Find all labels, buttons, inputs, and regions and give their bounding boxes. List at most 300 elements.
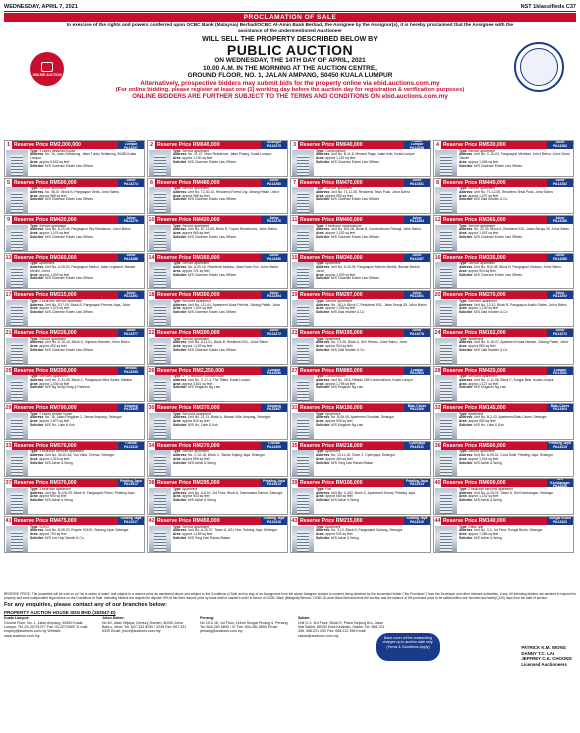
card-header (291, 329, 430, 337)
location-ref: Johor PA13275 (118, 216, 144, 224)
card-details: Type: Serviced apartment Address: Unit No. L11-04, Apartment Nusa Perintis, Gelang Patah, Johor Area: approx 1,004 sq feet Solicitor: M/S Clarence Edwin Law Offices (173, 299, 281, 315)
property-photo (6, 488, 28, 515)
address-label: Address (30, 415, 44, 420)
card-details: Type: Apartment Address: No. 3-10, Block B, Pangsapuri Subang, Selangor Area: approx 925 sq feet Solicitor: M/S Azhar & Wong (316, 525, 403, 540)
location-ref: Johor PA13290 (261, 254, 287, 262)
type-label: Type (173, 525, 181, 529)
property-type: Service apartment (182, 224, 210, 228)
type-label: Type (173, 261, 181, 266)
property-photo (149, 413, 171, 440)
property-area: approx 1,004 sq feet (182, 306, 213, 311)
reserve-price: Reserve Price RM315,000 (14, 292, 77, 299)
property-type: Service apartment (39, 337, 67, 341)
solicitor-label: Solicitor (316, 276, 330, 281)
area-label: Area (173, 419, 181, 424)
card-details: Type: Service apartment Address: Unit No. D-16-15, Block D, Impiana Seaview, Johor Bahru Area: approx 452 sq feet Solicitor: M/S Clarence Edwin Law Offices (30, 337, 130, 352)
card-details: Type: 3 storey detached house Address: No. 16, Jalan Setiabong, Jalan Tunku Setiabong, 50480 Kuala Lumpur Area: approx 8,942 sq feet Solicitor: M/S Clarence Edwin Law Offices (30, 149, 136, 168)
card-number: 39 (291, 480, 298, 487)
card-details: Type: SOHO Address: Unit No. B-08-20, Empire SOHO, Subang Jaya, Selangor Area: approx 753 sq feet Solicitor: M/S Lee Hup Sakdin & Co (30, 525, 129, 540)
location-ref: Johor PA13274 (118, 179, 144, 187)
property-photo (6, 338, 28, 365)
branch-sabah (298, 616, 388, 637)
property-solicitor: M/S Azhar & Wong (188, 498, 216, 503)
type-label: Type (173, 186, 181, 191)
property-area: approx 484 sq feet (325, 456, 353, 461)
card-details: Type: Serviced apartment Address: Unit No. 21-11, Block A, Mewah Villa, Ampang, Selangor Area: approx 840 sq feet Solicitor: M/S Ho, Loke & Koh (173, 412, 271, 428)
card-details: Type: Service apartment Address: Unit No. T2-30-10, Residensi Forest City, Gelang Patah, Johor Area: approx 968 sq feet Solicitor: M/S Clarence Edwin Law Offices (173, 186, 280, 202)
property-card (433, 178, 574, 215)
property-area: approx 721 sq feet (182, 268, 210, 273)
property-area: approx 1,097 sq feet (468, 231, 499, 236)
card-body (5, 525, 144, 553)
property-card (4, 178, 145, 215)
property-address: Unit No. R17-09, Block B, Pangsapuri Permas Jaya, Johor (45, 302, 131, 307)
property-solicitor: M/S Clarence Edwin Law Offices (474, 235, 522, 240)
property-area: approx 990 sq feet (39, 494, 67, 499)
card-body (5, 450, 144, 478)
card-details: Type: Apartment Address: Unit No. D-15-07, Apartment Nusa Idaman, Gelang Patah, Johor Area: approx 850 sq feet Solicitor: M/S Zaid Ibrahim & Co (459, 337, 569, 352)
property-solicitor: M/S Kingdom Ng Law (188, 385, 220, 390)
card-body (5, 487, 144, 515)
card-details: Type: Service apartment Address: No. C-02-18, Block C, Taman Kajang Jaya, Selangor Area: approx 898 sq feet Solicitor: M/S Azhar & Wong (173, 449, 265, 465)
area-label: Area (459, 381, 467, 386)
card-number: 25 (5, 367, 12, 374)
property-photo (6, 300, 28, 327)
property-address: Unit No. 801-08, Block B, Condominium Pelangi, Johor Bahru (331, 227, 422, 232)
area-label: Area (30, 344, 38, 349)
solicitor-label: Solicitor (30, 347, 44, 352)
card-number: 10 (148, 217, 155, 224)
masthead-date: WEDNESDAY, APRIL 7, 2021 (4, 4, 78, 10)
property-type: Service apartment (468, 449, 496, 454)
property-area: approx 1,109 sq feet (182, 344, 213, 349)
property-card (290, 441, 431, 478)
location-ref: Ampang PA13307 (261, 404, 287, 412)
address-label: Address (30, 528, 44, 533)
card-header (5, 254, 144, 262)
solicitor-label: Solicitor (459, 197, 473, 202)
property-card (433, 516, 574, 553)
solicitor-label: Solicitor (30, 276, 44, 281)
property-photo (292, 413, 314, 440)
card-body (434, 487, 573, 515)
address-label: Address (173, 189, 187, 194)
property-address: Unit No. T1-11-08, Residensi Teluk Pulai, Johor Bahru (331, 189, 410, 194)
card-number: 6 (149, 179, 154, 186)
area-label: Area (30, 532, 38, 537)
address-label: Address (30, 490, 44, 495)
location-ref: Petaling Jaya PA13314 (404, 479, 430, 487)
solicitor-label: Solicitor (173, 310, 187, 315)
card-body (148, 262, 287, 290)
area-label: Area (316, 344, 324, 349)
card-number: 43 (291, 518, 298, 524)
type-label: Type (459, 449, 467, 454)
area-label: Area (316, 456, 324, 461)
location-ref: Batu Caves PA13304 (547, 404, 573, 412)
card-header (434, 216, 573, 224)
address-label: Address (173, 490, 187, 495)
card-body (434, 262, 573, 290)
branch-johor-title: Johor Bahru: (102, 616, 125, 621)
reserve-price: Reserve Price RM190,000 (300, 405, 363, 412)
address-label: Address (30, 152, 44, 157)
property-address: Unit No. B-11-8, Menara Tiaga, Jalan Imbi, Kuala Lumpur (331, 152, 415, 157)
public-auction-title: PUBLIC AUCTION (226, 42, 354, 58)
address-label: Address (316, 265, 330, 270)
address-label: Address (173, 340, 187, 345)
area-label: Area (173, 306, 181, 311)
reserve-price: Reserve Price RM350,000 (157, 254, 220, 261)
card-body (148, 187, 287, 215)
address-label: Address (459, 490, 473, 495)
property-address: No. C2-06, Block A, Seri Tebrau, Johor Bahru, Johor (331, 340, 408, 345)
address-label: Address (459, 377, 473, 382)
card-body (291, 337, 430, 365)
area-label: Area (459, 268, 467, 273)
online-bidding-note: Alternatively, prospective bidders may submit bids for the property online via ebid.auctions.com.my (140, 79, 440, 87)
card-number: 33 (5, 442, 12, 449)
branch-kl-details: Ground Floor, No. 1, Jalan Ampang, 50450 Kuala Lumpur. Tel: 03-20721077 Fax: 03-20729897 E-mail: enquiry@auctions.com.my Website: www.auctions.com.my (4, 620, 89, 638)
property-address: Unit No. B10-08, Block B, Pangsapuri Dedaun, Johor Bahru (474, 265, 562, 270)
solicitor-label: Solicitor (173, 535, 187, 540)
card-number: 20 (434, 292, 441, 299)
reserve-price: Reserve Price RM350,000 (14, 367, 77, 374)
card-header (5, 367, 144, 375)
property-type: Apartment (325, 337, 341, 341)
reserve-price: Reserve Price RM370,000 (14, 480, 77, 487)
card-number: 17 (5, 292, 12, 299)
address-label: Address (316, 189, 330, 194)
location-ref: Johor PA13292 (547, 291, 573, 299)
card-details: Type: Service apartment Address: Unit No. 8-11-01, Block B, Residensi KSL, Johor Bahru Area: approx 1,109 sq feet Solicitor: M/S Clarence Edwin Law Offices (173, 337, 269, 352)
property-address: Unit No. C-17-1, The Tiffani, Kuala Lumpur (188, 377, 251, 382)
area-label: Area (173, 456, 181, 461)
card-header (5, 404, 144, 412)
property-address: Unit No. 35-20-3A, You Vista, Cheras, Selangor (45, 453, 115, 458)
reserve-price: Reserve Price RM297,000 (300, 292, 363, 299)
solicitor-label: Solicitor (173, 197, 187, 202)
solicitor-label: Solicitor (316, 235, 330, 240)
address-label: Address (459, 152, 473, 157)
auctioneers (521, 645, 572, 667)
property-card (4, 478, 145, 515)
property-card (147, 478, 288, 515)
card-body (5, 187, 144, 215)
property-area: approx 950 sq feet (325, 193, 353, 198)
property-solicitor: M/S Azhar & Wong (331, 535, 359, 540)
card-header (434, 367, 573, 375)
address-label: Address (459, 528, 473, 533)
property-solicitor: M/S Zaid Ibrahim & Co (474, 197, 508, 202)
property-card (433, 366, 574, 403)
card-body (291, 450, 430, 478)
reserve-price: Reserve Price RM400,000 (300, 217, 363, 224)
property-photo (435, 300, 457, 327)
address-label: Address (173, 528, 187, 533)
card-number: 5 (6, 179, 11, 186)
property-type: Service apartment (182, 261, 210, 266)
property-solicitor: M/S Kingdom Ng Law (474, 385, 506, 390)
card-details: Type: Service apartment Address: Unit No. C-15-03, Pangsapuri Meridian, Johor Bahru, Johor Darul Takzim Area: approx 1,066 sq feet Solicitor: M/S Clarence Edwin Law Offices (459, 149, 570, 168)
card-number: 18 (148, 292, 155, 299)
registration-note: (For online bidding, please register at least one (1) working day before the auction day for registration & verification purposes) (115, 86, 465, 93)
card-number: 38 (148, 480, 155, 487)
property-address: Unit No. A-32-05, Pangsapuri Meridin Medini, Bandar Medini, Johor (316, 265, 421, 273)
property-address: Unit No. C-15-03, Pangsapuri Meridian, Johor Bahru, Johor Darul Takzim (459, 152, 570, 161)
area-label: Area (30, 272, 38, 277)
auctioneer-2: DANNY T.C. LAI (521, 650, 555, 656)
solicitor-label: Solicitor (173, 159, 187, 164)
type-label: Type (459, 337, 467, 341)
solicitor-label: Solicitor (30, 498, 44, 503)
property-card (290, 253, 431, 290)
property-photo (149, 526, 171, 553)
property-area: approx 1,366 sq feet (468, 532, 499, 537)
location-ref: Subang Jaya PA13317 (118, 517, 144, 525)
card-header (434, 479, 573, 487)
area-label: Area (316, 306, 324, 311)
property-photo (435, 262, 457, 289)
card-details: Type: Service apartment Address: Unit No. T1-11-08, Residensi Teluk Pulai, Johor Bahru Area: approx 950 sq feet Solicitor: M/S Clarence Edwin Law Offices (316, 186, 410, 202)
property-type: Condominium (325, 149, 346, 153)
reserve-price: Reserve Price RM162,000 (443, 330, 506, 336)
property-address: No. 21-07, Marc Residence, Jalan Pinang, Kuala Lumpur (188, 152, 272, 157)
property-photo (435, 225, 457, 252)
card-number: 42 (148, 518, 155, 524)
address-label: Address (316, 340, 330, 345)
property-type: Apartment (468, 337, 484, 341)
property-address: No. 18, Jalan Pinggiran 2, Taman Ampang, Selangor (45, 415, 122, 420)
property-card (147, 290, 288, 327)
branch-sabah-details: Unit G-3, 3rd Floor, Block E, Plaza Tanjung Aru, Jalan Mat Salleh, 88150 Kota Kinabalu, Sabah. Tel: 088-221 396, 088-221 252 Fax: 088-212 396 Email: sabah@auctions.com.my (298, 620, 385, 638)
area-label: Area (30, 306, 38, 311)
address-label: Address (173, 265, 187, 270)
type-label: Type (459, 525, 467, 529)
type-label: Type (173, 487, 181, 491)
property-card (4, 140, 145, 177)
card-body (434, 412, 573, 440)
area-label: Area (173, 494, 181, 499)
property-address: Unit No. B-2-03, Apartment Batu Caves, Selangor (474, 415, 547, 420)
card-number: 9 (6, 217, 11, 224)
solicitor-label: Solicitor (459, 498, 473, 503)
reserve-price: Reserve Price RM270,000 (157, 442, 220, 449)
card-details: Type: Apartment Address: No. 13-11-18, Tower 2, Cyberjaya, Selangor Area: approx 484 sq feet Solicitor: M/S Yong Dan Rakan-Rakan (316, 449, 396, 465)
solicitor-label: Solicitor (316, 347, 330, 352)
card-header (5, 442, 144, 450)
property-solicitor: M/S Yong Dan Rakan-Rakan (331, 460, 374, 465)
property-photo (435, 338, 457, 365)
card-number: 31 (291, 405, 298, 412)
card-details: Type: Apartment Address: No. B-06-05, Apartment Gombak, Selangor Area: approx 909 sq feet Solicitor: M/S Kingdom Ng Law (316, 412, 395, 428)
location-ref: Kuala Lumpur PA13298 (404, 141, 430, 149)
property-photo (292, 187, 314, 214)
solicitor-label: Solicitor (459, 423, 473, 428)
card-header (434, 254, 573, 262)
property-type: Serviced apartment (182, 412, 211, 416)
property-area: approx 850 sq feet (468, 344, 496, 349)
property-area: approx 903 sq feet (182, 494, 210, 499)
property-card (290, 328, 431, 365)
solicitor-label: Solicitor (459, 385, 473, 390)
solicitor-label: Solicitor (30, 235, 44, 240)
property-type: Condominium (325, 374, 346, 379)
reserve-price: Reserve Price RM218,000 (300, 442, 363, 449)
solicitor-label: Solicitor (316, 535, 330, 540)
card-body (148, 299, 287, 327)
card-body (148, 149, 287, 177)
solicitor-label: Solicitor (459, 272, 473, 277)
card-number: 3 (292, 142, 297, 148)
location-ref: Johor PA13280 (261, 179, 287, 187)
reserve-price: Reserve Price RM300,000 (157, 292, 220, 299)
location-ref: Selangor PA13279 (261, 141, 287, 149)
property-area: approx 1,127 sq feet (468, 381, 499, 386)
card-body (291, 525, 430, 553)
area-label: Area (316, 532, 324, 537)
card-number: 28 (434, 367, 441, 374)
area-label: Area (459, 306, 467, 311)
type-label: Type (30, 374, 38, 379)
location-ref: Petaling Jaya PA13315 (547, 442, 573, 450)
property-area: approx 1,207 sq feet (468, 193, 499, 198)
card-number: 44 (434, 518, 441, 524)
property-solicitor: M/S Clarence Edwin Law Offices (188, 159, 236, 164)
property-type: 3 bedroom apartment (39, 487, 71, 491)
property-photo (292, 150, 314, 177)
property-area: approx 850 sq feet (468, 419, 496, 424)
property-solicitor: M/S Clarence Edwin Law Offices (45, 310, 93, 315)
property-solicitor: M/S Zaid Ibrahim & Co (474, 347, 508, 352)
reserve-price: Reserve Price RM600,000 (443, 480, 506, 487)
solicitor-label: Solicitor (459, 163, 473, 168)
property-solicitor: M/S Azhar & Wong (474, 460, 502, 465)
type-label: Type (30, 449, 38, 454)
area-label: Area (459, 344, 467, 349)
property-solicitor: M/S Clarence Edwin Law Offices (188, 235, 236, 240)
property-area: approx 988 sq feet (39, 193, 67, 198)
card-number: 30 (148, 405, 155, 412)
property-solicitor: M/S Clarence Edwin Law Offices (45, 276, 93, 281)
card-number: 13 (5, 254, 12, 261)
property-solicitor: M/S Clarence Edwin Law Offices (188, 310, 236, 315)
card-header (148, 179, 287, 187)
address-label: Address (173, 227, 187, 232)
card-body (148, 337, 287, 365)
card-body (148, 487, 287, 515)
property-solicitor: M/S Azhar & Wong (188, 460, 216, 465)
property-address: Unit No. 21-11, Block A, Mewah Villa, Ampang, Selangor (188, 415, 271, 420)
address-label: Address (316, 302, 330, 307)
property-photo (292, 450, 314, 477)
area-label: Area (459, 532, 467, 537)
reserve-price: Reserve Price RM140,000 (443, 518, 506, 524)
card-details: Type: Condominium Address: Unit No. B-11-8, Menara Tiaga, Jalan Imbi, Kuala Lumpur Area: approx 1,292 sq feet Solicitor: M/S Clarence Edwin Law Offices (316, 149, 415, 164)
property-card (4, 516, 145, 553)
address-label: Address (459, 340, 473, 345)
address-label: Address (459, 189, 473, 194)
card-header (5, 179, 144, 187)
property-area: approx 1,292 sq feet (325, 231, 356, 236)
property-type: Service apartment (468, 186, 496, 191)
location-ref: Johor PA13301 (404, 291, 430, 299)
card-number: 11 (291, 217, 298, 224)
property-area: approx 650 sq feet (325, 494, 353, 499)
property-area: approx 969 sq feet (182, 231, 210, 236)
branch-penang-title: Penang: (200, 616, 215, 621)
online-auction-badge (30, 52, 64, 86)
card-number: 23 (291, 330, 298, 336)
branch-penang-details: No 15 & 16, 1st Floor, Lebuh Sungai Pinang 5, Penang. Tel: 604-282 6800 / 37 Fax: 604-282 6550 Email: penang@auctions.com.my (200, 620, 289, 634)
card-header (5, 291, 144, 299)
type-label: Type (316, 299, 324, 303)
property-solicitor: M/S Clarence Edwin Law Offices (474, 272, 522, 277)
address-label: Address (316, 490, 330, 495)
solicitor-label: Solicitor (459, 347, 473, 352)
area-label: Area (459, 159, 467, 164)
type-label: Type (459, 149, 467, 153)
property-card (4, 366, 145, 403)
card-details: Type: Apartment Address: No. C2-06, Block A, Seri Tebrau, Johor Bahru, Johor Area: approx 904 sq feet Solicitor: M/S Zaid Ibrahim & Co (316, 337, 408, 352)
property-area: approx 1,292 sq feet (325, 156, 356, 161)
reserve-price-notice: RESERVE PRICE: The properties will be sold on an "as is where is basis" and subject to a reserve price as mentioned above and subject to the Conditions of Sale and by way of an Assignment from the above Assignee subject to consent being obtained by the successful bidder ("the Purchaser") from the Developer and other relevant authorities, if any. All intending bidders are advised to inspect the property and seek independent legal advice on the Conditions of Sale. Intending bidders are required to deposit 10% of the fixed reserve price by bank draft or cashier's order in favour of OCBC Bank (Malaysia) Berhad / OCBC Al-Amin Bank Berhad before the auction and the balance of the purchase price to be settled within one hundred and twenty (120) days from the date of auction. (4, 592, 576, 600)
card-body (434, 149, 573, 177)
property-card (433, 441, 574, 478)
address-label: Address (173, 152, 187, 157)
property-area: approx 8,942 sq feet (39, 159, 70, 164)
card-header (5, 329, 144, 337)
will-sell-line: WILL SELL THE PROPERTY DESCRIBED BELOW BY (202, 36, 378, 43)
address-label: Address (316, 415, 330, 420)
property-solicitor: M/S Zaid Ibrahim & Co (474, 310, 508, 315)
property-area: approx 452 sq feet (39, 344, 67, 349)
property-photo (149, 488, 171, 515)
reserve-price: Reserve Price RM195,000 (300, 330, 363, 336)
card-body (434, 187, 573, 215)
property-address: Unit No. D-16-15, Block D, Impiana Seaview, Johor Bahru (45, 340, 130, 345)
type-label: Type (173, 299, 181, 303)
property-type: Service apartment (468, 149, 496, 153)
property-type: Service apartment (182, 449, 210, 454)
property-address: Unit No. B-08-20, Empire SOHO, Subang Jaya, Selangor (45, 528, 129, 533)
property-address: Unit No. 3-3, 1st Floor, Sungai Buloh, Selangor (474, 528, 543, 533)
property-card (147, 516, 288, 553)
property-card (433, 403, 574, 440)
auction-date: ON WEDNESDAY, THE 14TH DAY OF APRIL, 2021 (214, 57, 366, 64)
property-area: approx 753 sq feet (39, 532, 67, 537)
property-card (4, 215, 145, 252)
location-ref: Johor PA13294 (261, 291, 287, 299)
property-type: Apartment (325, 449, 341, 454)
card-body (148, 525, 287, 553)
reserve-price: Reserve Price RM295,000 (157, 480, 220, 487)
property-solicitor: M/S Kingdom Ng Law (331, 423, 363, 428)
solicitor-label: Solicitor (173, 272, 187, 277)
type-label: Type (316, 149, 324, 153)
reserve-price: Reserve Price RM226,000 (14, 330, 77, 336)
solicitor-label: Solicitor (316, 197, 330, 202)
solicitor-label: Solicitor (459, 460, 473, 465)
property-photo (6, 262, 28, 289)
type-label: Type (30, 525, 38, 529)
property-solicitor: M/S Clarence Edwin Law Offices (45, 347, 93, 352)
type-label: Type (173, 224, 181, 228)
location-ref: Johor PA13283 (547, 141, 573, 149)
property-card (147, 215, 288, 252)
card-details: Type: Service apartment Address: No. A-09-15, Residensi Mutiara, Jalan Dato Onn, Johor Bahru Area: approx 721 sq feet Solicitor: M/S Clarence Edwin Law Offices (173, 261, 279, 277)
property-area: approx 925 sq feet (325, 532, 353, 537)
